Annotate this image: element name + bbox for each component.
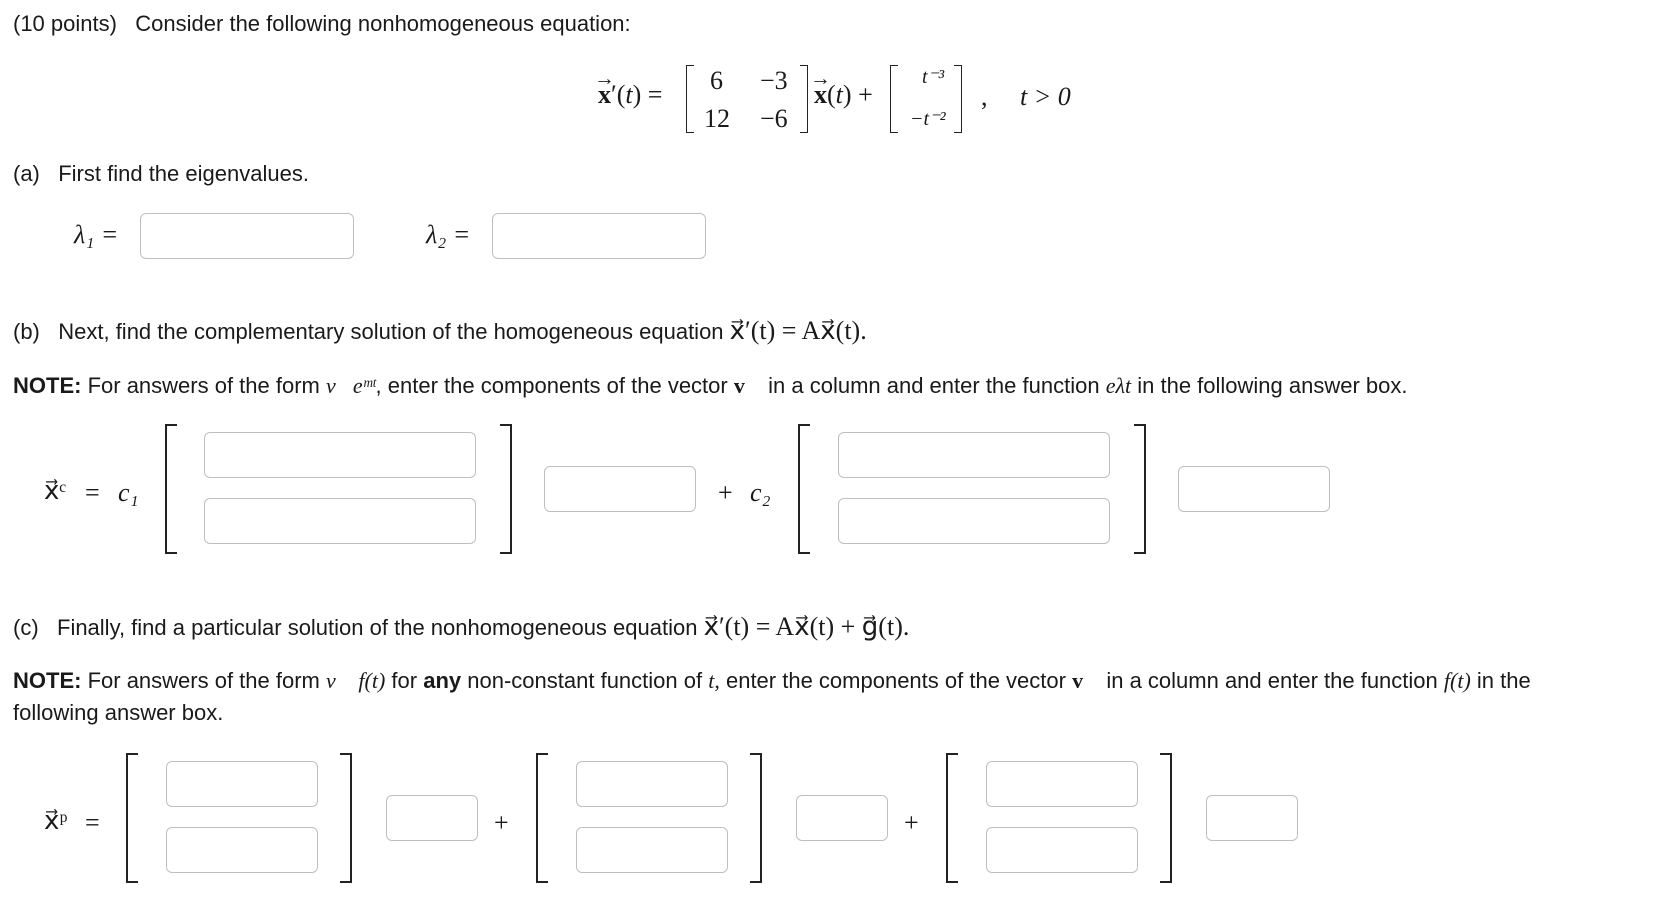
part-b-text: Next, find the complementary solution of the homogeneous equation — [58, 319, 724, 344]
part-c-note-label: NOTE: — [13, 668, 82, 693]
forcing-left-bracket — [890, 65, 898, 133]
equation-condition: t > 0 — [1020, 82, 1071, 111]
part-c-note-text-6: in the — [1476, 668, 1531, 693]
b-vec1-top-input[interactable] — [204, 432, 476, 478]
c-vec2-right-bracket — [750, 753, 762, 883]
part-b-note-text-1: For answers of the form — [87, 373, 320, 398]
part-a-text: First find the eigenvalues. — [58, 161, 309, 186]
c2-label: c₂ — [750, 478, 771, 507]
c-vec3-right-bracket — [1160, 753, 1172, 883]
c-vec3-left-bracket — [946, 753, 958, 883]
matrix-left-bracket — [686, 65, 694, 133]
b-vec2-left-bracket — [798, 424, 810, 554]
b-func1-input[interactable] — [544, 466, 696, 512]
part-b-equation: x⃗′(t) = Ax⃗(t). — [729, 316, 867, 345]
b-vec1-left-bracket — [165, 424, 177, 554]
c-vec2-bottom-input[interactable] — [576, 827, 728, 873]
matrix-a22: −6 — [760, 104, 788, 133]
lambda2-input[interactable] — [492, 213, 706, 259]
c-vec1-top-input[interactable] — [166, 761, 318, 807]
points-label: (10 points) — [13, 11, 117, 36]
part-b-note-func: eλt — [1105, 373, 1132, 398]
part-c-note-line2: following answer box. — [13, 700, 224, 725]
c-func2-input[interactable] — [796, 795, 888, 841]
part-b-label: (b) — [13, 319, 40, 344]
part-c-note — [13, 668, 1531, 694]
part-a-label: (a) — [13, 161, 40, 186]
part-c-note-vec: v⃗ — [1072, 668, 1101, 693]
b-func2-input[interactable] — [1178, 466, 1330, 512]
equation-mid: → x(t) + — [814, 80, 873, 110]
b-vec2-bottom-input[interactable] — [838, 498, 1110, 544]
part-c-note-text-3: non-constant function of — [467, 668, 703, 693]
part-c-note-text-4: enter the components of the vector — [725, 668, 1066, 693]
part-b-note-vec: v⃗ — [733, 373, 762, 398]
c-func3-input[interactable] — [1206, 795, 1298, 841]
c-func1-input[interactable] — [386, 795, 478, 841]
c-vec2-left-bracket — [536, 753, 548, 883]
b-vec2-top-input[interactable] — [838, 432, 1110, 478]
matrix-a21: 12 — [704, 104, 730, 133]
c-vec1-right-bracket — [340, 753, 352, 883]
part-b-note-label: NOTE: — [13, 373, 82, 398]
problem-prompt: Consider the following nonhomogeneous equation: — [135, 11, 631, 36]
lambda1-label: λ₁ = — [74, 220, 119, 249]
part-b-note-text-2: , enter the components of the vector — [375, 373, 728, 398]
main-equation — [0, 0, 1662, 140]
matrix-right-bracket — [800, 65, 808, 133]
part-c-note-form: v⃗ f(t) — [326, 668, 386, 693]
part-b-heading — [13, 318, 867, 345]
part-c-note-func: f(t) — [1443, 668, 1471, 693]
equation-lhs: → x′(t) = — [598, 80, 662, 110]
xp-equals: = — [85, 808, 100, 837]
c-plus-1: + — [494, 808, 509, 837]
xc-label: x⃗ᶜ — [44, 476, 67, 505]
matrix-a12: −3 — [760, 66, 788, 95]
part-b-note-text-4: in the following answer box. — [1137, 373, 1408, 398]
part-b-note — [13, 373, 1408, 399]
b-vec1-bottom-input[interactable] — [204, 498, 476, 544]
b-vec2-right-bracket — [1134, 424, 1146, 554]
part-c-text: Finally, find a particular solution of the nonhomogeneous equation — [57, 615, 698, 640]
part-b-note-text-3: in a column and enter the function — [768, 373, 1100, 398]
part-c-heading — [13, 614, 909, 641]
b-plus: + — [718, 478, 733, 507]
equation-comma: , — [981, 82, 988, 111]
xp-label: x⃗ᵖ — [44, 806, 68, 835]
part-c-equation: x⃗′(t) = Ax⃗(t) + g⃗(t). — [703, 612, 910, 641]
c-vec1-bottom-input[interactable] — [166, 827, 318, 873]
c-vec2-top-input[interactable] — [576, 761, 728, 807]
part-c-note-t: t, — [708, 668, 720, 693]
forcing-right-bracket — [954, 65, 962, 133]
forcing-bottom: −t⁻² — [910, 108, 946, 130]
c1-label: c₁ — [118, 478, 139, 507]
part-c-note-text-5: in a column and enter the function — [1106, 668, 1438, 693]
part-a-heading — [13, 161, 309, 187]
lambda1-input[interactable] — [140, 213, 354, 259]
forcing-top: t⁻³ — [922, 66, 945, 88]
matrix-a11: 6 — [710, 66, 723, 95]
lambda2-label: λ₂ = — [426, 220, 471, 249]
c-vec3-top-input[interactable] — [986, 761, 1138, 807]
xc-equals: = — [85, 478, 100, 507]
c-vec3-bottom-input[interactable] — [986, 827, 1138, 873]
c-vec1-left-bracket — [126, 753, 138, 883]
b-vec1-right-bracket — [500, 424, 512, 554]
part-b-note-form: v⃗eᵐᵗ — [326, 373, 376, 398]
part-c-label: (c) — [13, 615, 39, 640]
part-c-note-any: any — [423, 668, 462, 693]
part-c-note-text-2: for — [391, 668, 418, 693]
c-plus-2: + — [904, 808, 919, 837]
part-c-note-text-1: For answers of the form — [87, 668, 320, 693]
